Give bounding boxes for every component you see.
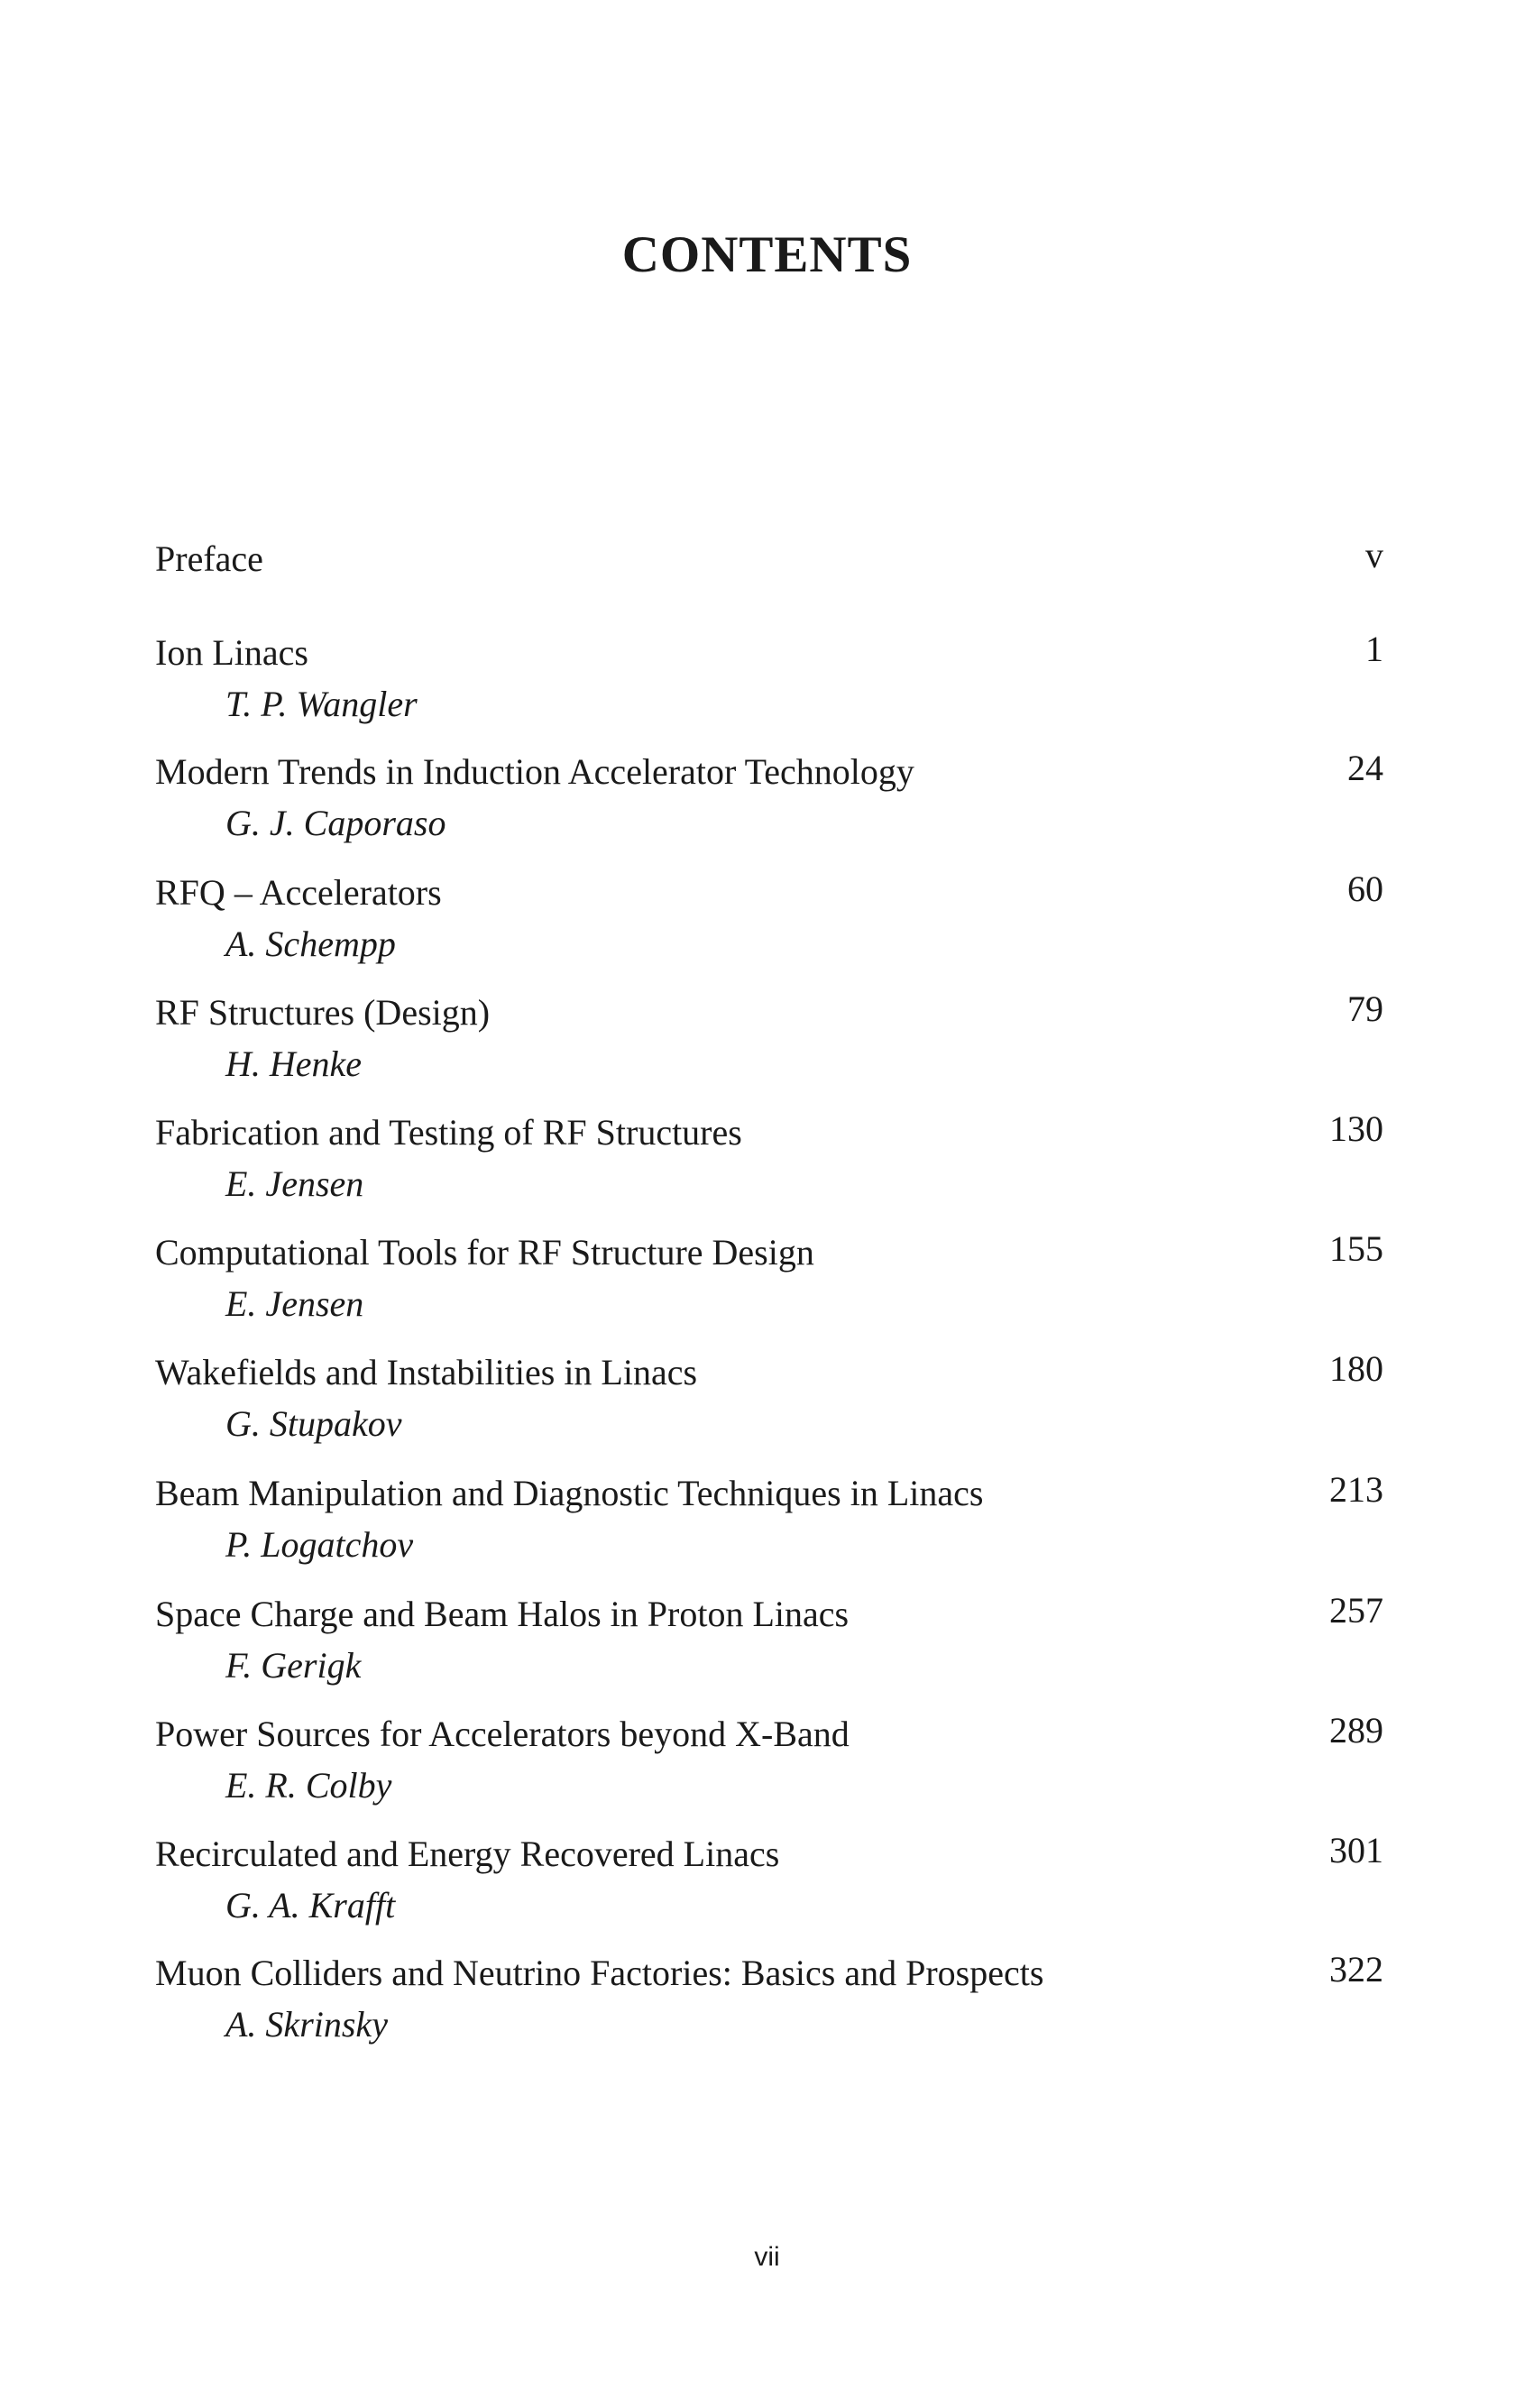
toc-entry-page: 257 (1329, 1590, 1383, 1631)
toc-entry-title: Computational Tools for RF Structure Design (155, 1232, 814, 1273)
page-title: CONTENTS (621, 226, 913, 283)
toc-entry-title: Wakefields and Instabilities in Linacs (155, 1352, 698, 1392)
toc-entry-page: 155 (1329, 1228, 1383, 1269)
toc-entry-title: Power Sources for Accelerators beyond X-Band (155, 1714, 850, 1754)
toc-entry-page: 1 (1365, 629, 1383, 669)
page-number: vii (754, 2242, 780, 2272)
toc-entry-title: Space Charge and Beam Halos in Proton Linacs (155, 1594, 850, 1634)
toc-entry-title: Beam Manipulation and Diagnostic Techniques in Linacs (155, 1473, 984, 1513)
toc-entry-author: A. Skrinsky (225, 2004, 388, 2045)
toc-entry-author: P. Logatchov (225, 1524, 414, 1565)
toc-entry-page: 301 (1329, 1830, 1383, 1870)
toc-entry-author: A. Schempp (225, 924, 396, 964)
toc-entry-page: v (1365, 535, 1383, 575)
toc-entry-page: 79 (1347, 988, 1383, 1029)
toc-entry-author: E. Jensen (225, 1163, 364, 1204)
toc-entry-page: 60 (1347, 869, 1383, 909)
toc-entry-page: 180 (1329, 1348, 1383, 1389)
toc-entry-title: RFQ – Accelerators (155, 872, 442, 913)
toc-entry-author: G. J. Caporaso (225, 803, 446, 843)
toc-entry-author: H. Henke (225, 1043, 363, 1084)
toc-entry-page: 213 (1329, 1469, 1383, 1510)
toc-entry-author: G. Stupakov (225, 1403, 402, 1444)
toc-entry-author: E. R. Colby (225, 1765, 392, 1806)
toc-entry-author: F. Gerigk (225, 1645, 362, 1686)
toc-entry-page: 130 (1329, 1108, 1383, 1149)
toc-entry-title: Modern Trends in Induction Accelerator Technology (155, 751, 914, 792)
toc-entry-author: G. A. Krafft (225, 1885, 396, 1925)
toc-entry-title: Fabrication and Testing of RF Structures (155, 1112, 742, 1153)
toc-entry-title: Ion Linacs (155, 632, 308, 673)
toc-entry-page: 322 (1329, 1949, 1383, 1990)
toc-entry-title: Muon Colliders and Neutrino Factories: Basics and Prospects (155, 1953, 1044, 1993)
toc-entry-title: RF Structures (Design) (155, 992, 491, 1033)
toc-entry-page: 24 (1347, 748, 1383, 788)
toc-entry-author: T. P. Wangler (225, 684, 418, 724)
toc-entry-author: E. Jensen (225, 1283, 364, 1324)
toc-entry-title: Preface (155, 538, 263, 579)
toc-entry-title: Recirculated and Energy Recovered Linacs (155, 1834, 780, 1874)
toc-entry-page: 289 (1329, 1710, 1383, 1751)
table-of-contents (155, 0, 1383, 2408)
